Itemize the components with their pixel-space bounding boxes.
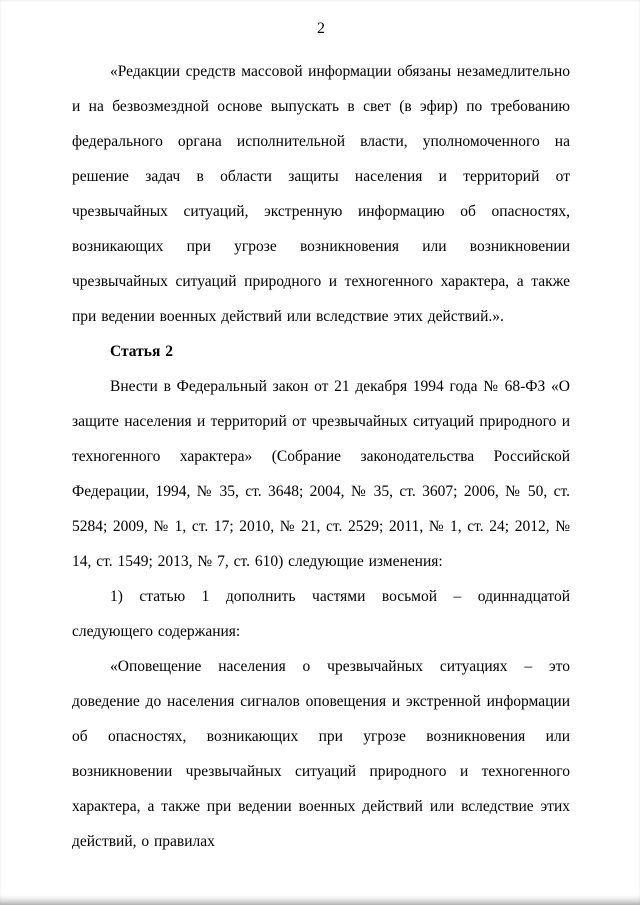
paragraph-quote-notification: «Оповещение населения о чрезвычайных ситуациях – это доведение до населения сигналов оповещения и экстренной информации об опасностях, возникающих при угрозе возникновения или возникновении чрезвычайных ситуаций природного и техногенного характера, а также при ведении военных действий или вследствие этих действий, о правилах [72,658,570,850]
scan-edge-shadow [0,895,640,905]
article-2-heading: Статья 2 [110,343,173,360]
paragraph-item-1: 1) статью 1 дополнить частями восьмой – одиннадцатой следующего содержания: [72,588,570,640]
page-number: 2 [317,20,325,37]
paragraph-amendment-intro: Внести в Федеральный закон от 21 декабря 1994 года № 68-ФЗ «О защите населения и территорий от чрезвычайных ситуаций природного и техногенного характера» (Собрание законодательства Российской Федерации, 1994, № 35, ст. 3648; 2004, № 35, ст. 3607; 2006, № 50, ст. 5284; 2009, № 1, ст. 17; 2010, № 21, ст. 2529; 2011, № 1, ст. 24; 2012, № 14, ст. 1549; 2013, № 7, ст. 610) следующие изменения: [72,378,570,570]
paragraph-smi-obligation: «Редакции средств массовой информации обязаны незамедлительно и на безвозмездной основе выпускать в свет (в эфир) по требованию федерального органа исполнительной власти, уполномоченного на решение задач в области защиты населения и территорий от чрезвычайных ситуаций, экстренную информацию об опасностях, возникающих при угрозе возникновения или возникновении чрезвычайных ситуаций природного и техногенного характера, а также при ведении военных действий или вследствие этих действий.». [72,63,570,325]
